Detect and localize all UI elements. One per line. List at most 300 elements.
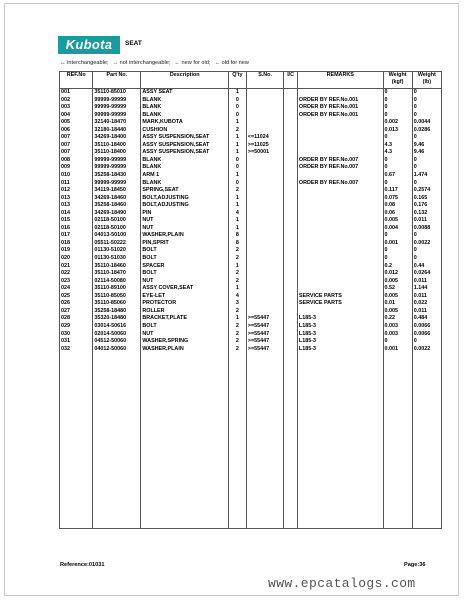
table-row [60,247,442,255]
cell-part-no: 35258-18480 [93,308,141,316]
cell-weight-lb: 0.022 [412,300,441,308]
cell-serial-no [246,293,284,301]
cell-qty: 2 [229,270,247,278]
cell-weight-lb: 0.0022 [412,346,441,354]
cell-serial-no [246,89,284,97]
cell-weight-kgf: 0 [383,89,412,97]
cell-part-no: 35110-18400 [93,149,141,157]
legend-item: ↔ interchangeable; [60,60,109,66]
cell-ic [284,210,298,218]
legend-item: ← new for old; [174,60,211,66]
filler-cell [297,353,383,529]
cell-part-no: 99999-99999 [93,180,141,188]
cell-description: BOLT [141,270,229,278]
cell-ic [284,270,298,278]
cell-ref-no: 019 [60,247,93,255]
cell-serial-no [246,225,284,233]
cell-ic [284,278,298,286]
cell-remarks [297,255,383,263]
cell-serial-no: >=50001 [246,149,284,157]
cell-weight-lb: 0.176 [412,202,441,210]
filler-cell [141,353,229,529]
table-row [60,300,442,308]
table-row [60,308,442,316]
cell-part-no: 99999-99999 [93,112,141,120]
table-row [60,217,442,225]
cell-description: EYE-LET [141,293,229,301]
cell-qty: 1 [229,217,247,225]
filler-cell [93,353,141,529]
table-row [60,331,442,339]
parts-table [59,71,442,529]
cell-description: ASSY COVER,SEAT [141,285,229,293]
cell-remarks [297,263,383,271]
header-ref-no: REF.No [60,72,93,89]
cell-serial-no [246,202,284,210]
cell-ic [284,293,298,301]
cell-part-no: 35258-18460 [93,202,141,210]
cell-part-no: 35110-18460 [93,263,141,271]
legend-item: → not interchangeable; [112,60,171,66]
cell-ref-no: 013 [60,195,93,203]
section-title: SEAT [125,40,142,47]
cell-weight-lb: 1.474 [412,172,441,180]
table-row [60,172,442,180]
cell-weight-lb: 0 [412,180,441,188]
cell-weight-kgf: 0.001 [383,346,412,354]
cell-ic [284,149,298,157]
cell-part-no: 01130-51020 [93,247,141,255]
table-row [60,210,442,218]
table-row [60,97,442,105]
cell-ic [284,255,298,263]
cell-remarks [297,308,383,316]
table-row [60,278,442,286]
cell-weight-kgf: 0.001 [383,240,412,248]
cell-qty: 1 [229,172,247,180]
cell-weight-lb: 0.165 [412,195,441,203]
header-weight-lb: Weight (lb) [412,72,441,89]
cell-description: BOLT,ADJUSTING [141,195,229,203]
cell-description: ROLLER [141,308,229,316]
cell-qty: 1 [229,315,247,323]
cell-part-no: 02118-50100 [93,217,141,225]
cell-qty: 2 [229,338,247,346]
cell-serial-no [246,157,284,165]
cell-qty: 2 [229,187,247,195]
cell-description: BOLT [141,323,229,331]
cell-weight-lb: 0 [412,89,441,97]
cell-description: BLANK [141,180,229,188]
cell-ic [284,225,298,233]
cell-description: WASHER,SPRING [141,338,229,346]
cell-description: ASSY SEAT [141,89,229,97]
cell-ref-no: 005 [60,119,93,127]
cell-ref-no: 021 [60,263,93,271]
cell-part-no: 34269-18490 [93,210,141,218]
table-filler-row [60,353,442,529]
cell-ic [284,157,298,165]
cell-weight-kgf: 0.003 [383,331,412,339]
cell-remarks: L185-3 [297,331,383,339]
cell-ic [284,285,298,293]
cell-serial-no [246,278,284,286]
cell-ref-no: 001 [60,89,93,97]
cell-part-no: 34269-18460 [93,195,141,203]
cell-weight-lb: 0.011 [412,278,441,286]
cell-remarks [297,172,383,180]
cell-qty: 1 [229,89,247,97]
cell-ic [284,338,298,346]
cell-part-no: 35110-18470 [93,270,141,278]
cell-remarks [297,285,383,293]
cell-ref-no: 006 [60,127,93,135]
cell-qty: 1 [229,225,247,233]
header-part-no: Part No. [93,72,141,89]
cell-serial-no [246,263,284,271]
cell-part-no: 02014-50060 [93,331,141,339]
cell-weight-kgf: 0.117 [383,187,412,195]
cell-weight-lb: 0 [412,255,441,263]
cell-part-no: 35110-85050 [93,293,141,301]
cell-weight-kgf: 0.012 [383,270,412,278]
cell-remarks: ORDER BY REF.No.007 [297,180,383,188]
cell-qty: 4 [229,293,247,301]
cell-weight-lb: 0.0088 [412,225,441,233]
cell-qty: 1 [229,149,247,157]
cell-ic [284,104,298,112]
cell-weight-lb: 0 [412,112,441,120]
cell-description: NUT [141,217,229,225]
table-row [60,225,442,233]
cell-ic [284,180,298,188]
cell-serial-no [246,172,284,180]
filler-cell [246,353,284,529]
cell-description: ASSY SUSPENSION,SEAT [141,134,229,142]
cell-part-no: 34269-18400 [93,134,141,142]
cell-ref-no: 016 [60,225,93,233]
cell-description: PIN,SPRIT [141,240,229,248]
cell-ic [284,119,298,127]
cell-weight-kgf: 0 [383,134,412,142]
cell-part-no: 01130-51030 [93,255,141,263]
cell-weight-lb: 0.0066 [412,323,441,331]
cell-weight-kgf: 0 [383,338,412,346]
header-qty: Q'ty [229,72,247,89]
table-row [60,338,442,346]
table-row [60,293,442,301]
cell-ref-no: 025 [60,293,93,301]
cell-part-no: 99999-99999 [93,104,141,112]
cell-remarks: SERVICE PARTS [297,293,383,301]
cell-remarks [297,202,383,210]
cell-qty: 1 [229,263,247,271]
cell-qty: 1 [229,142,247,150]
cell-ref-no: 017 [60,232,93,240]
cell-part-no: 02118-50100 [93,225,141,233]
cell-weight-kgf: 0 [383,97,412,105]
table-header-row [60,72,442,89]
cell-ic [284,97,298,105]
cell-serial-no [246,270,284,278]
table-row [60,142,442,150]
cell-qty: 0 [229,112,247,120]
cell-weight-lb: 0 [412,134,441,142]
cell-weight-lb: 0 [412,104,441,112]
cell-weight-kgf: 0.01 [383,300,412,308]
cell-description: BRACKET,PLATE [141,315,229,323]
cell-ref-no: 007 [60,134,93,142]
cell-part-no: 35110-18400 [93,142,141,150]
cell-weight-kgf: 0.003 [383,323,412,331]
cell-description: NUT [141,278,229,286]
cell-ic [284,308,298,316]
cell-weight-kgf: 0.06 [383,210,412,218]
cell-part-no: 34119-18450 [93,187,141,195]
filler-cell [60,353,93,529]
cell-qty: 3 [229,300,247,308]
cell-weight-kgf: 0.075 [383,195,412,203]
cell-description: MARK,KUBOTA [141,119,229,127]
cell-ref-no: 023 [60,278,93,286]
cell-ref-no: 008 [60,157,93,165]
cell-weight-lb: 0.0286 [412,127,441,135]
cell-weight-kgf: 4.3 [383,149,412,157]
cell-ic [284,127,298,135]
cell-description: BOLT [141,255,229,263]
cell-weight-lb: 0.132 [412,210,441,218]
cell-qty: 0 [229,180,247,188]
cell-ref-no: 011 [60,180,93,188]
cell-serial-no [246,285,284,293]
cell-weight-lb: 0.0264 [412,270,441,278]
cell-ref-no: 009 [60,164,93,172]
cell-serial-no [246,255,284,263]
cell-serial-no: >=55447 [246,338,284,346]
cell-description: NUT [141,225,229,233]
cell-weight-lb: 9.46 [412,142,441,150]
table-row [60,323,442,331]
cell-qty: 1 [229,285,247,293]
cell-qty: 2 [229,323,247,331]
cell-part-no: 35110-85060 [93,300,141,308]
cell-part-no: 35110-85010 [93,89,141,97]
interchangeability-legend [60,60,249,66]
cell-weight-lb: 0.011 [412,308,441,316]
cell-serial-no [246,97,284,105]
cell-remarks: L185-3 [297,315,383,323]
table-row [60,240,442,248]
table-row [60,195,442,203]
cell-description: BLANK [141,157,229,165]
header-description: Description [141,72,229,89]
cell-weight-kgf: 4.3 [383,142,412,150]
cell-qty: 8 [229,240,247,248]
table-row [60,187,442,195]
watermark: www.epcatalogs.com [268,576,416,591]
table-row [60,134,442,142]
table-row [60,127,442,135]
cell-description: SPACER [141,263,229,271]
cell-remarks: ORDER BY REF.No.001 [297,104,383,112]
cell-ic [284,217,298,225]
cell-part-no: 32180-18440 [93,127,141,135]
cell-ic [284,202,298,210]
table-row [60,346,442,354]
cell-remarks [297,142,383,150]
cell-ref-no: 003 [60,104,93,112]
table-row [60,202,442,210]
cell-ref-no: 013 [60,202,93,210]
header-weight-kgf: Weight (kgf) [383,72,412,89]
cell-serial-no: >=55447 [246,346,284,354]
cell-remarks: SERVICE PARTS [297,300,383,308]
cell-remarks [297,217,383,225]
cell-ref-no: 010 [60,172,93,180]
cell-part-no: 35320-18480 [93,315,141,323]
cell-weight-kgf: 0.67 [383,172,412,180]
cell-serial-no: >=55447 [246,323,284,331]
cell-ref-no: 026 [60,300,93,308]
cell-ic [284,172,298,180]
cell-remarks: ORDER BY REF.No.001 [297,112,383,120]
cell-part-no: 99999-99999 [93,164,141,172]
cell-ic [284,331,298,339]
cell-qty: 0 [229,97,247,105]
cell-description: BLANK [141,112,229,120]
filler-cell [284,353,298,529]
cell-weight-lb: 0.0022 [412,240,441,248]
cell-weight-kgf: 0 [383,164,412,172]
header-remarks: REMARKS [297,72,383,89]
cell-weight-kgf: 0 [383,104,412,112]
cell-part-no: 35110-89100 [93,285,141,293]
cell-weight-kgf: 0.013 [383,127,412,135]
cell-ic [284,346,298,354]
cell-ref-no: 022 [60,270,93,278]
cell-weight-kgf: 0.52 [383,285,412,293]
cell-weight-kgf: 0 [383,180,412,188]
cell-ref-no: 024 [60,285,93,293]
cell-ic [284,164,298,172]
table-row [60,285,442,293]
cell-ref-no: 020 [60,255,93,263]
cell-ref-no: 012 [60,187,93,195]
cell-remarks [297,240,383,248]
cell-remarks: L185-3 [297,323,383,331]
cell-description: BLANK [141,97,229,105]
cell-serial-no: >=55447 [246,331,284,339]
cell-ic [284,187,298,195]
cell-description: BOLT,ADJUSTING [141,202,229,210]
cell-qty: 1 [229,195,247,203]
table-row [60,263,442,271]
cell-weight-kgf: 0 [383,247,412,255]
cell-remarks [297,225,383,233]
cell-weight-lb: 0.0044 [412,119,441,127]
cell-serial-no [246,232,284,240]
cell-weight-lb: 0 [412,97,441,105]
cell-remarks [297,134,383,142]
cell-ic [284,142,298,150]
cell-remarks [297,247,383,255]
cell-ref-no: 007 [60,142,93,150]
cell-ref-no: 027 [60,308,93,316]
cell-remarks [297,187,383,195]
cell-description: WASHER,PLAIN [141,232,229,240]
cell-description: PIN [141,210,229,218]
cell-ic [284,240,298,248]
cell-weight-kgf: 0.08 [383,202,412,210]
legend-item: ← old for new [214,60,249,66]
cell-qty: 2 [229,255,247,263]
cell-serial-no: >=11025 [246,142,284,150]
cell-ic [284,247,298,255]
cell-weight-kgf: 0.004 [383,225,412,233]
cell-serial-no [246,300,284,308]
cell-ref-no: 018 [60,240,93,248]
table-row [60,255,442,263]
cell-serial-no: <=11024 [246,134,284,142]
cell-qty: 1 [229,202,247,210]
cell-weight-kgf: 0.005 [383,293,412,301]
cell-qty: 2 [229,278,247,286]
cell-part-no: 32140-18470 [93,119,141,127]
cell-weight-lb: 0 [412,338,441,346]
table-row [60,149,442,157]
cell-weight-lb: 0 [412,164,441,172]
cell-serial-no [246,119,284,127]
cell-part-no: 04512-50060 [93,338,141,346]
cell-description: CUSHION [141,127,229,135]
table-row [60,232,442,240]
cell-weight-kgf: 0 [383,112,412,120]
cell-part-no: 03014-50616 [93,323,141,331]
cell-remarks [297,127,383,135]
table-row [60,164,442,172]
cell-remarks [297,278,383,286]
table-row [60,157,442,165]
cell-serial-no [246,247,284,255]
table-row [60,104,442,112]
cell-weight-lb: 0 [412,232,441,240]
cell-ic [284,323,298,331]
cell-weight-kgf: 0.005 [383,217,412,225]
cell-weight-kgf: 0.2 [383,263,412,271]
cell-weight-lb: 0.011 [412,293,441,301]
reference-label: Reference:01031 [60,562,105,568]
table-row [60,270,442,278]
cell-ref-no: 032 [60,346,93,354]
cell-weight-lb: 9.46 [412,149,441,157]
table-row [60,119,442,127]
cell-qty: 2 [229,331,247,339]
cell-serial-no [246,210,284,218]
cell-description: BLANK [141,164,229,172]
cell-remarks [297,149,383,157]
cell-qty: 1 [229,119,247,127]
cell-ref-no: 004 [60,112,93,120]
cell-remarks: ORDER BY REF.No.007 [297,157,383,165]
cell-remarks [297,232,383,240]
cell-weight-lb: 0.44 [412,263,441,271]
cell-weight-kgf: 0 [383,157,412,165]
cell-weight-kgf: 0.005 [383,308,412,316]
cell-qty: 0 [229,164,247,172]
cell-remarks [297,119,383,127]
cell-ic [284,232,298,240]
cell-weight-kgf: 0.22 [383,315,412,323]
